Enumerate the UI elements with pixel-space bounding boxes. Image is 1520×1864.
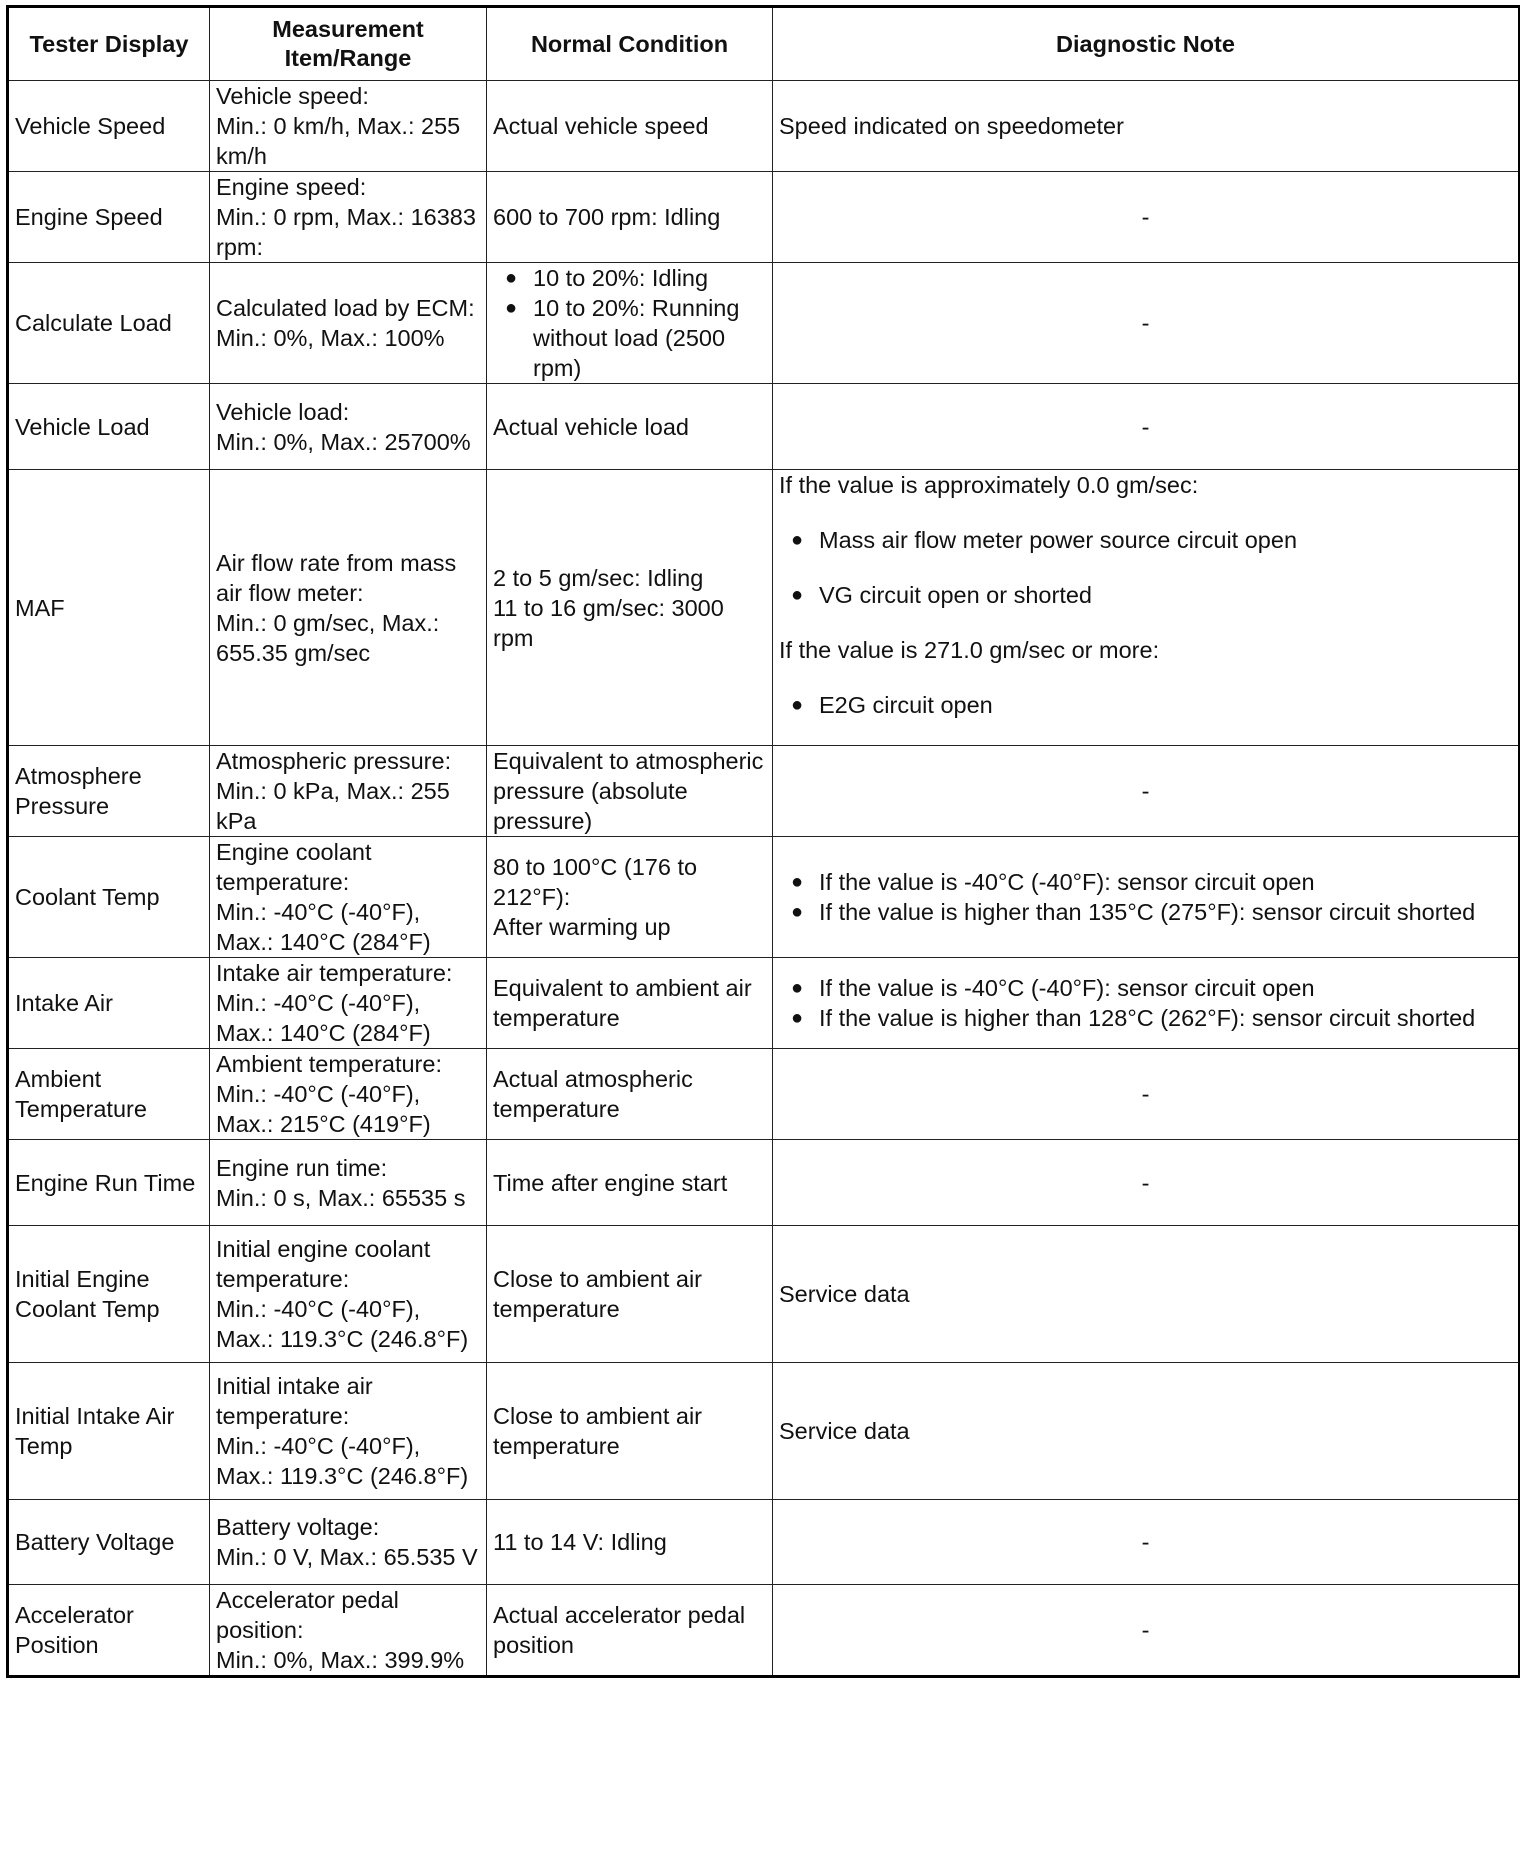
cell-measurement-range: Vehicle load: Min.: 0%, Max.: 25700% [210,384,487,470]
table-row [8,837,1520,958]
cell-tester-display: Initial Engine Coolant Temp [8,1226,210,1363]
cell-measurement-range: Engine coolant temperature: Min.: -40°C (-40°F), Max.: 140°C (284°F) [210,837,487,958]
cell-measurement-range: Ambient temperature: Min.: -40°C (-40°F), Max.: 215°C (419°F) [210,1049,487,1140]
bullet-item: ● E2G circuit open [779,690,1512,720]
table-row [8,263,1520,384]
header-tester-display: Tester Display [8,7,210,81]
bullet-item: ● Mass air flow meter power source circuit open [779,525,1512,555]
cell-measurement-range: Initial intake air temperature: Min.: -40°C (-40°F), Max.: 119.3°C (246.8°F) [210,1363,487,1500]
header-measurement: Measurement Item/Range [210,7,487,81]
cell-normal-condition: Actual vehicle load [487,384,773,470]
note-intro: If the value is approximately 0.0 gm/sec: [779,472,1199,498]
cell-diagnostic-note: - [773,1140,1520,1226]
cell-diagnostic-note: Service data [773,1226,1520,1363]
cell-tester-display: Vehicle Load [8,384,210,470]
cell-diagnostic-note: - [773,263,1520,384]
cell-tester-display: Engine Speed [8,172,210,263]
cell-diagnostic-note [773,837,1520,958]
cell-tester-display: Engine Run Time [8,1140,210,1226]
cell-tester-display: Intake Air [8,958,210,1049]
cell-diagnostic-note: - [773,384,1520,470]
note-list [779,867,1512,927]
cell-diagnostic-note [773,470,1520,746]
bullet-item: ● VG circuit open or shorted [779,580,1512,610]
cell-tester-display: Ambient Temperature [8,1049,210,1140]
cell-normal-condition: Equivalent to ambient air temperature [487,958,773,1049]
cell-normal-condition [487,263,773,384]
cell-tester-display: Battery Voltage [8,1500,210,1585]
note-intro: If the value is 271.0 gm/sec or more: [779,637,1160,663]
table-row [8,1585,1520,1677]
cell-measurement-range: Atmospheric pressure: Min.: 0 kPa, Max.: 255 kPa [210,746,487,837]
cell-normal-condition: 2 to 5 gm/sec: Idling 11 to 16 gm/sec: 3000 rpm [487,470,773,746]
cell-measurement-range: Accelerator pedal position: Min.: 0%, Max.: 399.9% [210,1585,487,1677]
table-row [8,384,1520,470]
cell-diagnostic-note [773,958,1520,1049]
cell-measurement-range: Vehicle speed: Min.: 0 km/h, Max.: 255 km/h [210,81,487,172]
cell-tester-display: Vehicle Speed [8,81,210,172]
cell-tester-display: Atmosphere Pressure [8,746,210,837]
bullet-item: ● If the value is -40°C (-40°F): sensor circuit open [779,973,1512,1003]
cell-normal-condition: 600 to 700 rpm: Idling [487,172,773,263]
cell-diagnostic-note: - [773,1049,1520,1140]
table-row [8,1363,1520,1500]
cell-normal-condition: Actual vehicle speed [487,81,773,172]
normal-condition-list [493,263,766,383]
note-list [779,973,1512,1033]
cell-measurement-range: Battery voltage: Min.: 0 V, Max.: 65.535 V [210,1500,487,1585]
table-row [8,172,1520,263]
table-row [8,1226,1520,1363]
table-row [8,958,1520,1049]
cell-diagnostic-note: Speed indicated on speedometer [773,81,1520,172]
cell-normal-condition: Close to ambient air temperature [487,1363,773,1500]
table-row [8,1140,1520,1226]
cell-measurement-range: Engine speed: Min.: 0 rpm, Max.: 16383 rpm: [210,172,487,263]
note-list [779,690,1512,720]
bullet-item: ● 10 to 20%: Idling [493,263,766,293]
cell-measurement-range: Engine run time: Min.: 0 s, Max.: 65535 s [210,1140,487,1226]
bullet-item: ● If the value is higher than 135°C (275°F): sensor circuit shorted [779,897,1512,927]
table-row [8,746,1520,837]
cell-tester-display: Initial Intake Air Temp [8,1363,210,1500]
cell-measurement-range: Initial engine coolant temperature: Min.: -40°C (-40°F), Max.: 119.3°C (246.8°F) [210,1226,487,1363]
bullet-item: ● If the value is higher than 128°C (262°F): sensor circuit shorted [779,1003,1512,1033]
cell-diagnostic-note: - [773,1585,1520,1677]
cell-normal-condition: Time after engine start [487,1140,773,1226]
cell-normal-condition: Actual accelerator pedal position [487,1585,773,1677]
cell-tester-display: MAF [8,470,210,746]
cell-normal-condition: 80 to 100°C (176 to 212°F): After warming up [487,837,773,958]
table-row [8,81,1520,172]
cell-measurement-range: Calculated load by ECM: Min.: 0%, Max.: 100% [210,263,487,384]
bullet-item: ● 10 to 20%: Running without load (2500 rpm) [493,293,766,383]
cell-normal-condition: Close to ambient air temperature [487,1226,773,1363]
cell-normal-condition: Actual atmospheric temperature [487,1049,773,1140]
cell-tester-display: Accelerator Position [8,1585,210,1677]
tester-data-table [6,5,1520,1678]
cell-diagnostic-note: Service data [773,1363,1520,1500]
maf-note [779,470,1512,720]
bullet-item: ● If the value is -40°C (-40°F): sensor circuit open [779,867,1512,897]
header-row [8,7,1520,81]
cell-tester-display: Coolant Temp [8,837,210,958]
header-normal-condition: Normal Condition [487,7,773,81]
cell-tester-display: Calculate Load [8,263,210,384]
table-row [8,470,1520,746]
cell-diagnostic-note: - [773,172,1520,263]
cell-diagnostic-note: - [773,746,1520,837]
note-list [779,525,1512,610]
cell-measurement-range: Intake air temperature: Min.: -40°C (-40°F), Max.: 140°C (284°F) [210,958,487,1049]
table-row [8,1049,1520,1140]
cell-measurement-range: Air flow rate from mass air flow meter: Min.: 0 gm/sec, Max.: 655.35 gm/sec [210,470,487,746]
cell-normal-condition: 11 to 14 V: Idling [487,1500,773,1585]
cell-normal-condition: Equivalent to atmospheric pressure (absolute pressure) [487,746,773,837]
cell-diagnostic-note: - [773,1500,1520,1585]
table-row [8,1500,1520,1585]
header-diagnostic-note: Diagnostic Note [773,7,1520,81]
